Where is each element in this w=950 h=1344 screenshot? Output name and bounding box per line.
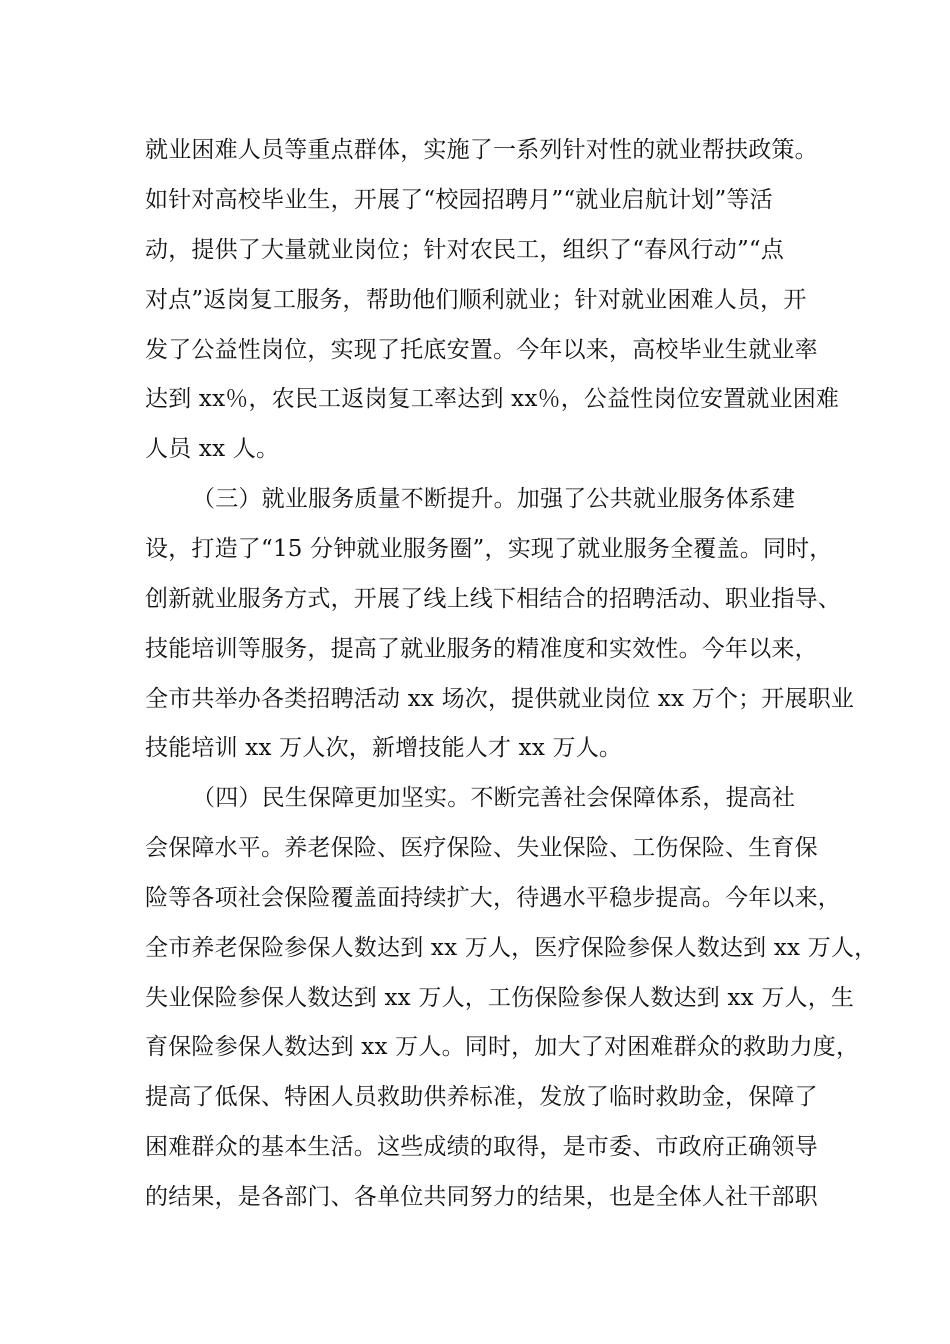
text-line-19: 育保险参保人数达到 xx 万人。同时，加大了对困难群众的救助力度， (145, 1034, 860, 1060)
text-line-18: 失业保险参保人数达到 xx 万人，工伤保险参保人数达到 xx 万人，生 (145, 985, 855, 1011)
text-line-17: 全市养老保险参保人数达到 xx 万人，医疗保险参保人数达到 xx 万人， (145, 935, 878, 961)
text-line-15: 会保障水平。养老保险、医疗保险、失业保险、工伤保险、生育保 (145, 835, 818, 861)
text-line-3: 动，提供了大量就业岗位；针对农民工，组织了“春风行动”“点 (145, 237, 785, 263)
text-line-13: 技能培训 xx 万人次，新增技能人才 xx 万人。 (145, 735, 623, 761)
text-line-21: 困难群众的基本生活。这些成绩的取得，是市委、市政府正确领导 (145, 1134, 818, 1160)
text-line-1: 就业困难人员等重点群体，实施了一系列针对性的就业帮扶政策。 (145, 137, 818, 163)
text-line-11: 技能培训等服务，提高了就业服务的精准度和实效性。今年以来， (145, 636, 818, 662)
text-line-20: 提高了低保、特困人员救助供养标准，发放了临时救助金，保障了 (145, 1084, 818, 1110)
text-line-12: 全市共举办各类招聘活动 xx 场次，提供就业岗位 xx 万个；开展职业 (145, 686, 855, 712)
text-line-4: 对点”返岗复工服务，帮助他们顺利就业；针对就业困难人员，开 (145, 287, 807, 313)
text-line-7: 人员 xx 人。 (145, 436, 280, 462)
text-line-2: 如针对高校毕业生，开展了“校园招聘月”“就业启航计划”等活 (145, 187, 773, 213)
paragraph-3-heading-line: （三）就业服务质量不断提升。加强了公共就业服务体系建 (192, 486, 796, 512)
text-line-6: 达到 xx％，农民工返岗复工率达到 xx％，公益性岗位安置就业困难 (145, 386, 840, 412)
text-line-16: 险等各项社会保险覆盖面持续扩大，待遇水平稳步提高。今年以来， (145, 885, 841, 911)
text-line-10: 创新就业服务方式，开展了线上线下相结合的招聘活动、职业指导、 (145, 586, 841, 612)
text-line-9: 设，打造了“15 分钟就业服务圈”，实现了就业服务全覆盖。同时， (145, 536, 833, 562)
text-line-5: 发了公益性岗位，实现了托底安置。今年以来，高校毕业生就业率 (145, 337, 818, 363)
paragraph-4-heading-line: （四）民生保障更加坚实。不断完善社会保障体系，提高社 (192, 785, 796, 811)
text-line-22: 的结果，是各部门、各单位共同努力的结果，也是全体人社干部职 (145, 1184, 818, 1210)
